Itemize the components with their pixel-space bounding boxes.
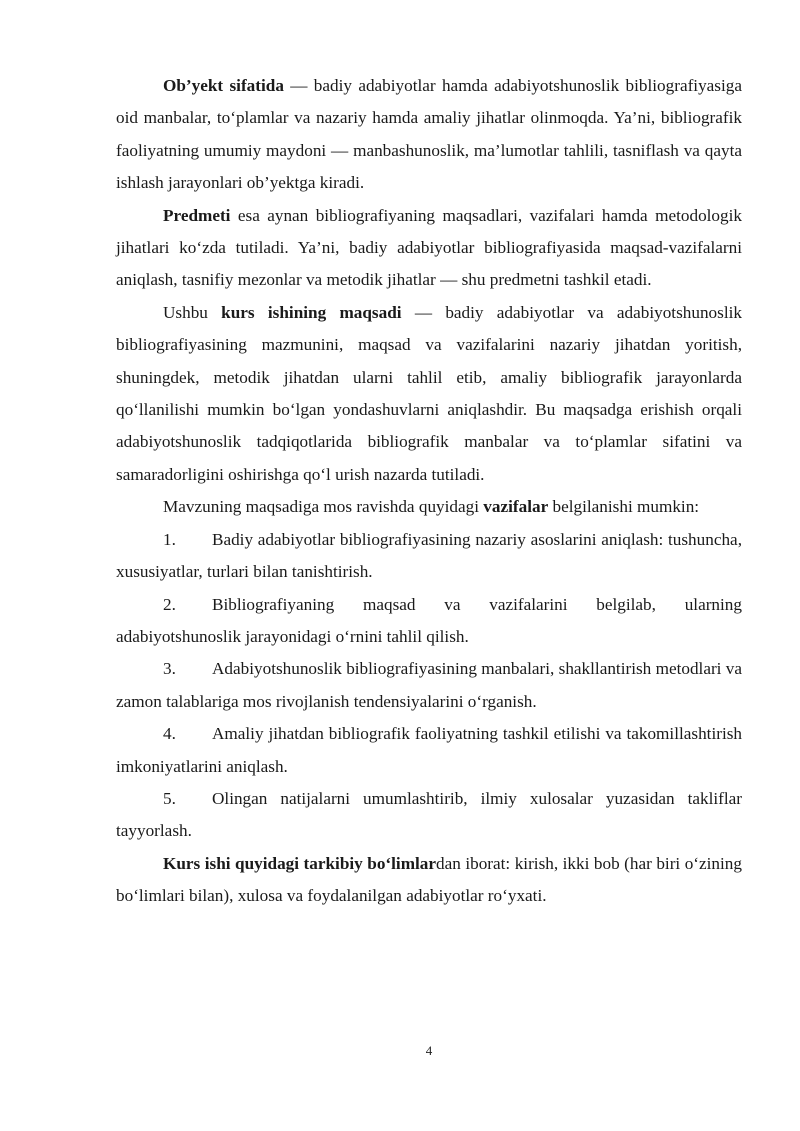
paragraph-goal-lead: Ushbu xyxy=(163,302,222,322)
paragraph-goal-text: — badiy adabiyotlar va adabiyotshunoslik bibliografiyasining mazmunini, maqsad va vazifalarini nazariy jihatdan yoritish, shuningdek, metodik jihatdan ularni tahlil etib, amaliy bibliografik jarayonlarda qo‘llanilishi mumkin bo‘lgan yondashuvlarni aniqlashdir. Bu maqsadga erishish orqali adabiyotshunoslik tadqiqotlarida bibliografik manbalar va to‘plamlar sifatini va samaradorligini oshirishga qo‘l urish nazarda tutiladi. xyxy=(116,302,742,484)
list-item xyxy=(116,718,742,783)
page-number: 4 xyxy=(425,1043,433,1058)
term-goal: kurs ishining maqsadi xyxy=(221,302,402,322)
term-object: Ob’yekt sifatida xyxy=(163,76,284,95)
tasks-intro-lead: Mavzuning maqsadiga mos ravishda quyidagi xyxy=(163,497,484,517)
paragraph-object-text: — badiy adabiyotlar hamda adabiyotshunoslik bibliografiyasiga oid manbalar, to‘plamlar va nazariy hamda amaliy jihatlar olinmoqda. Ya’ni, bibliografik faoliyatning umumiy maydoni — manbashunoslik, ma’lumotlar tahlili, tasniflash va qayta ishlash jarayonlari ob’yektga kiradi. xyxy=(116,76,742,193)
paragraph-goal xyxy=(116,297,742,491)
list-item-number: 1. xyxy=(163,529,176,549)
list-item-number: 4. xyxy=(163,724,176,744)
list-item-text: Olingan natijalarni umumlashtirib, ilmiy xulosalar yuzasidan takliflar tayyorlash. xyxy=(116,788,742,841)
list-item-number: 5. xyxy=(163,788,176,808)
list-item-number: 2. xyxy=(163,594,176,614)
paragraph-subject xyxy=(116,200,742,297)
list-item xyxy=(116,783,742,848)
paragraph-structure-text: dan iborat: kirish, ikki bob (har biri o‘zining bo‘limlari bilan), xulosa va foydalanilgan adabiyotlar ro‘yxati. xyxy=(116,853,742,906)
list-item-text: Badiy adabiyotlar bibliografiyasining nazariy asoslarini aniqlash: tushuncha, xususiyatlar, turlari bilan tanishtirish. xyxy=(116,529,742,582)
list-item xyxy=(116,589,742,654)
paragraph-tasks-intro xyxy=(116,491,742,523)
list-item xyxy=(116,653,742,718)
paragraph-object xyxy=(116,70,742,200)
term-structure: Kurs ishi quyidagi tarkibiy bo‘limlar xyxy=(163,853,437,873)
term-tasks: vazifalar xyxy=(483,497,549,517)
list-item-text: Adabiyotshunoslik bibliografiyasining manbalari, shakllantirish metodlari va zamon talablariga mos rivojlanish tendensiyalarini o‘rganish. xyxy=(116,659,742,711)
tasks-intro-text: belgilanishi mumkin: xyxy=(548,497,700,517)
paragraph-structure xyxy=(116,848,742,913)
body-text xyxy=(116,70,742,913)
list-item-text: Amaliy jihatdan bibliografik faoliyatning tashkil etilishi va takomillashtirish imkoniyatlarini aniqlash. xyxy=(116,724,742,776)
list-item-text: Bibliografiyaning maqsad va vazifalarini belgilab, ularning adabiyotshunoslik jarayonidagi o‘rnini tahlil qilish. xyxy=(116,594,742,646)
term-subject: Predmeti xyxy=(163,205,231,225)
paragraph-subject-text: esa aynan bibliografiyaning maqsadlari, vazifalari hamda metodologik jihatlari ko‘zda tutiladi. Ya’ni, badiy adabiyotlar bibliografiyasida maqsad-vazifalarni aniqlash, tasnifiy mezonlar va metodik jihatlar — shu predmetni tashkil etadi. xyxy=(116,205,742,290)
list-item-number: 3. xyxy=(163,659,176,679)
list-item xyxy=(116,524,742,589)
